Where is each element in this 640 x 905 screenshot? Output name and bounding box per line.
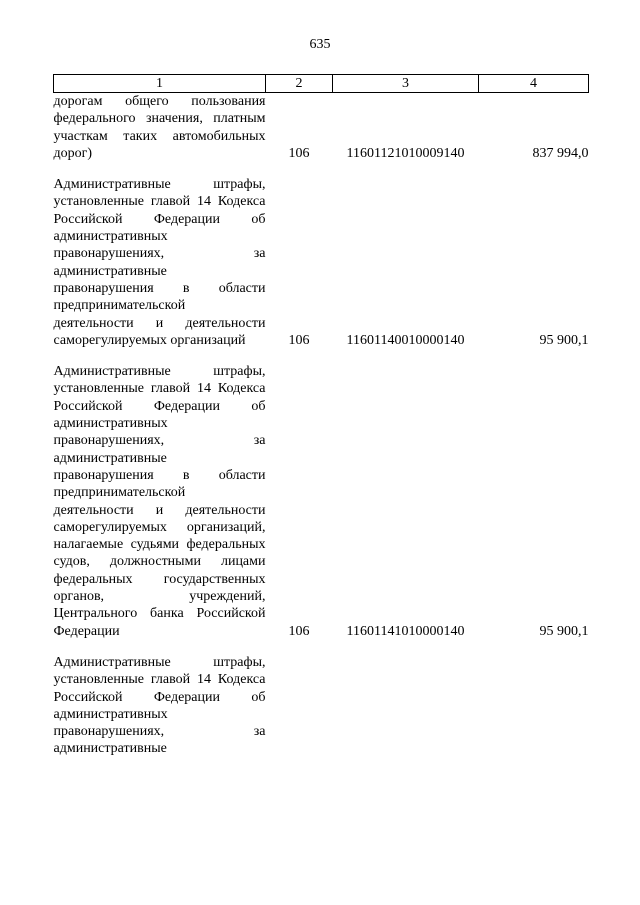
row-description-text: дорогам общего пользования федерального значения, платным участкам таких автомобильных дорог) — [53, 94, 266, 161]
row-col2: 106 — [288, 145, 310, 161]
row-col4: 95 900,1 — [539, 332, 589, 348]
row-col3: 11601121010009140 — [346, 145, 465, 161]
column-header-4: 4 — [479, 75, 589, 93]
table-header-row — [54, 75, 589, 93]
row-spacer — [54, 640, 589, 654]
table-row — [54, 363, 589, 640]
column-header-3: 3 — [333, 75, 479, 93]
row-description-text: Административные штрафы, установленные главой 14 Кодекса Российской Федерации об административных правонарушениях, за административные правонарушения в области предпринимательской деятельности и деятельности саморегулируемых организаций — [53, 177, 266, 348]
row-description-text: Административные штрафы, установленные главой 14 Кодекса Российской Федерации об административных правонарушениях, за административные — [53, 654, 266, 757]
column-header-1: 1 — [54, 75, 266, 93]
column-header-2: 2 — [266, 75, 333, 93]
row-col2: 106 — [288, 623, 310, 639]
page-number: 635 — [309, 37, 331, 52]
row-spacer — [54, 349, 589, 363]
row-description — [54, 176, 266, 349]
row-col2 — [266, 654, 333, 758]
row-description — [54, 654, 266, 758]
row-col3 — [333, 654, 479, 758]
table-row — [54, 654, 589, 758]
row-col3: 11601141010000140 — [346, 623, 465, 639]
table-row — [54, 93, 589, 163]
row-spacer — [54, 162, 589, 176]
row-description-text: Административные штрафы, установленные главой 14 Кодекса Российской Федерации об административных правонарушениях, за административные правонарушения в области предпринимательской деятельности и деятельности саморегулируемых организаций, налагаемые судьями федеральных судов, должностными лицами федеральных государственных органов, учреждений, Центрального банка Российской Федерации — [53, 364, 266, 639]
budget-revenue-table — [53, 74, 589, 758]
row-col4: 95 900,1 — [539, 623, 589, 639]
row-description — [54, 363, 266, 640]
row-col4: 837 994,0 — [532, 145, 589, 161]
row-description — [54, 93, 266, 163]
row-col4 — [479, 654, 589, 758]
row-col2: 106 — [288, 332, 310, 348]
row-col3: 11601140010000140 — [346, 332, 465, 348]
table-row — [54, 176, 589, 349]
